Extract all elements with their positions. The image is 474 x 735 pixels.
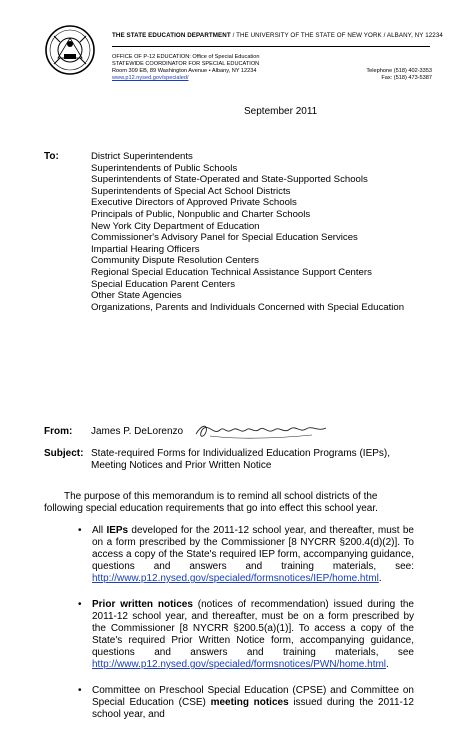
recipient: Superintendents of State-Operated and State-Supported Schools	[91, 174, 368, 186]
recipient: District Superintendents	[91, 151, 193, 162]
to-label: To:	[44, 151, 59, 162]
recipient: Impartial Hearing Officers	[91, 243, 200, 255]
signature-icon	[192, 420, 332, 442]
department-name: THE STATE EDUCATION DEPARTMENT	[112, 32, 231, 39]
recipient: Superintendents of Public Schools	[91, 162, 238, 174]
item-suffix: .	[378, 573, 382, 584]
office-line: OFFICE OF P-12 EDUCATION: Office of Special Education	[112, 54, 260, 60]
header-divider	[112, 46, 430, 47]
item-text: (notices of recommendation) issued during the 2011-12 school year, and thereafter, must be on a form prescribed by the Commissioner [8 NYCRR §200.5(a)(1)]. To access a copy of the State's required Prior Written Notice form, accompanying guidance, questions and answers and training materials, see	[92, 599, 414, 658]
requirement-item	[78, 685, 414, 721]
item-text: issued during the 2011-12 school year, and	[92, 697, 414, 720]
item-prefix: All	[92, 525, 107, 536]
iep-forms-link[interactable]: http://www.p12.nysed.gov/specialed/formsnotices/IEP/home.html	[92, 573, 379, 584]
bullet-icon: •	[78, 599, 82, 610]
recipient: Special Education Parent Centers	[91, 278, 235, 290]
header-separator: /	[232, 32, 237, 39]
department-header	[112, 32, 443, 39]
bullet-icon: •	[78, 685, 82, 696]
recipient: Commissioner's Advisory Panel for Special Education Services	[91, 232, 358, 244]
item-prefix: Committee on Preschool Special Education (CPSE) and Committee on Special Education (CSE)	[92, 685, 414, 708]
from-label: From:	[44, 426, 73, 437]
item-emphasis: meeting notices	[210, 697, 289, 708]
website-link[interactable]: www.p12.nysed.gov/specialed/	[112, 75, 189, 81]
intro-paragraph: The purpose of this memorandum is to remind all school districts of the following special education requirements that go into effect this school year.	[44, 491, 378, 514]
recipient: Executive Directors of Approved Private Schools	[91, 197, 297, 209]
fax: Fax: (518) 473-5387	[381, 75, 432, 81]
recipient: Community Dispute Resolution Centers	[91, 255, 259, 267]
recipient: Principals of Public, Nonpublic and Charter Schools	[91, 208, 311, 220]
office-address	[112, 54, 259, 82]
state-seal-icon	[44, 24, 96, 76]
requirement-item	[78, 599, 414, 671]
recipient: Superintendents of Special Act School Districts	[91, 185, 291, 197]
subject-label: Subject:	[44, 448, 84, 459]
recipient: New York City Department of Education	[91, 220, 260, 232]
item-emphasis: Prior written notices	[92, 599, 193, 610]
recipient-list	[91, 151, 404, 313]
item-emphasis: IEPs	[106, 525, 129, 536]
memo-date: September 2011	[244, 106, 318, 117]
pwn-forms-link[interactable]: http://www.p12.nysed.gov/specialed/formsnotices/PWN/home.html	[92, 659, 387, 670]
subject-text: State-required Forms for Individualized Education Programs (IEPs), Meeting Notices and Prior Written Notice	[91, 448, 391, 471]
bullet-icon: •	[78, 525, 82, 536]
recipient: Organizations, Parents and Individuals Concerned with Special Education	[91, 301, 405, 313]
item-text: developed for the 2011-12 school year, and thereafter, must be on a form prescribed by the Commissioner [8 NYCRR §200.4(d)(2)]. To access a copy of the State's required IEP form, accompanying guidance, questions and answers and training materials, see:	[92, 525, 414, 572]
university-name: THE UNIVERSITY OF THE STATE OF NEW YORK / ALBANY, NY 12234	[236, 32, 443, 39]
item-suffix: .	[386, 659, 389, 670]
office-line: STATEWIDE COORDINATOR FOR SPECIAL EDUCATION	[112, 61, 260, 67]
requirement-item	[78, 525, 414, 585]
office-line: Room 309 EB, 89 Washington Avenue • Albany, NY 12234	[112, 68, 257, 74]
sender-name: James P. DeLorenzo	[91, 426, 184, 437]
contact-numbers	[366, 68, 432, 82]
recipient: Regional Special Education Technical Assistance Support Centers	[91, 266, 372, 278]
requirements-list	[78, 525, 414, 735]
recipient: Other State Agencies	[91, 290, 182, 302]
telephone: Telephone (518) 402-3353	[366, 68, 432, 74]
